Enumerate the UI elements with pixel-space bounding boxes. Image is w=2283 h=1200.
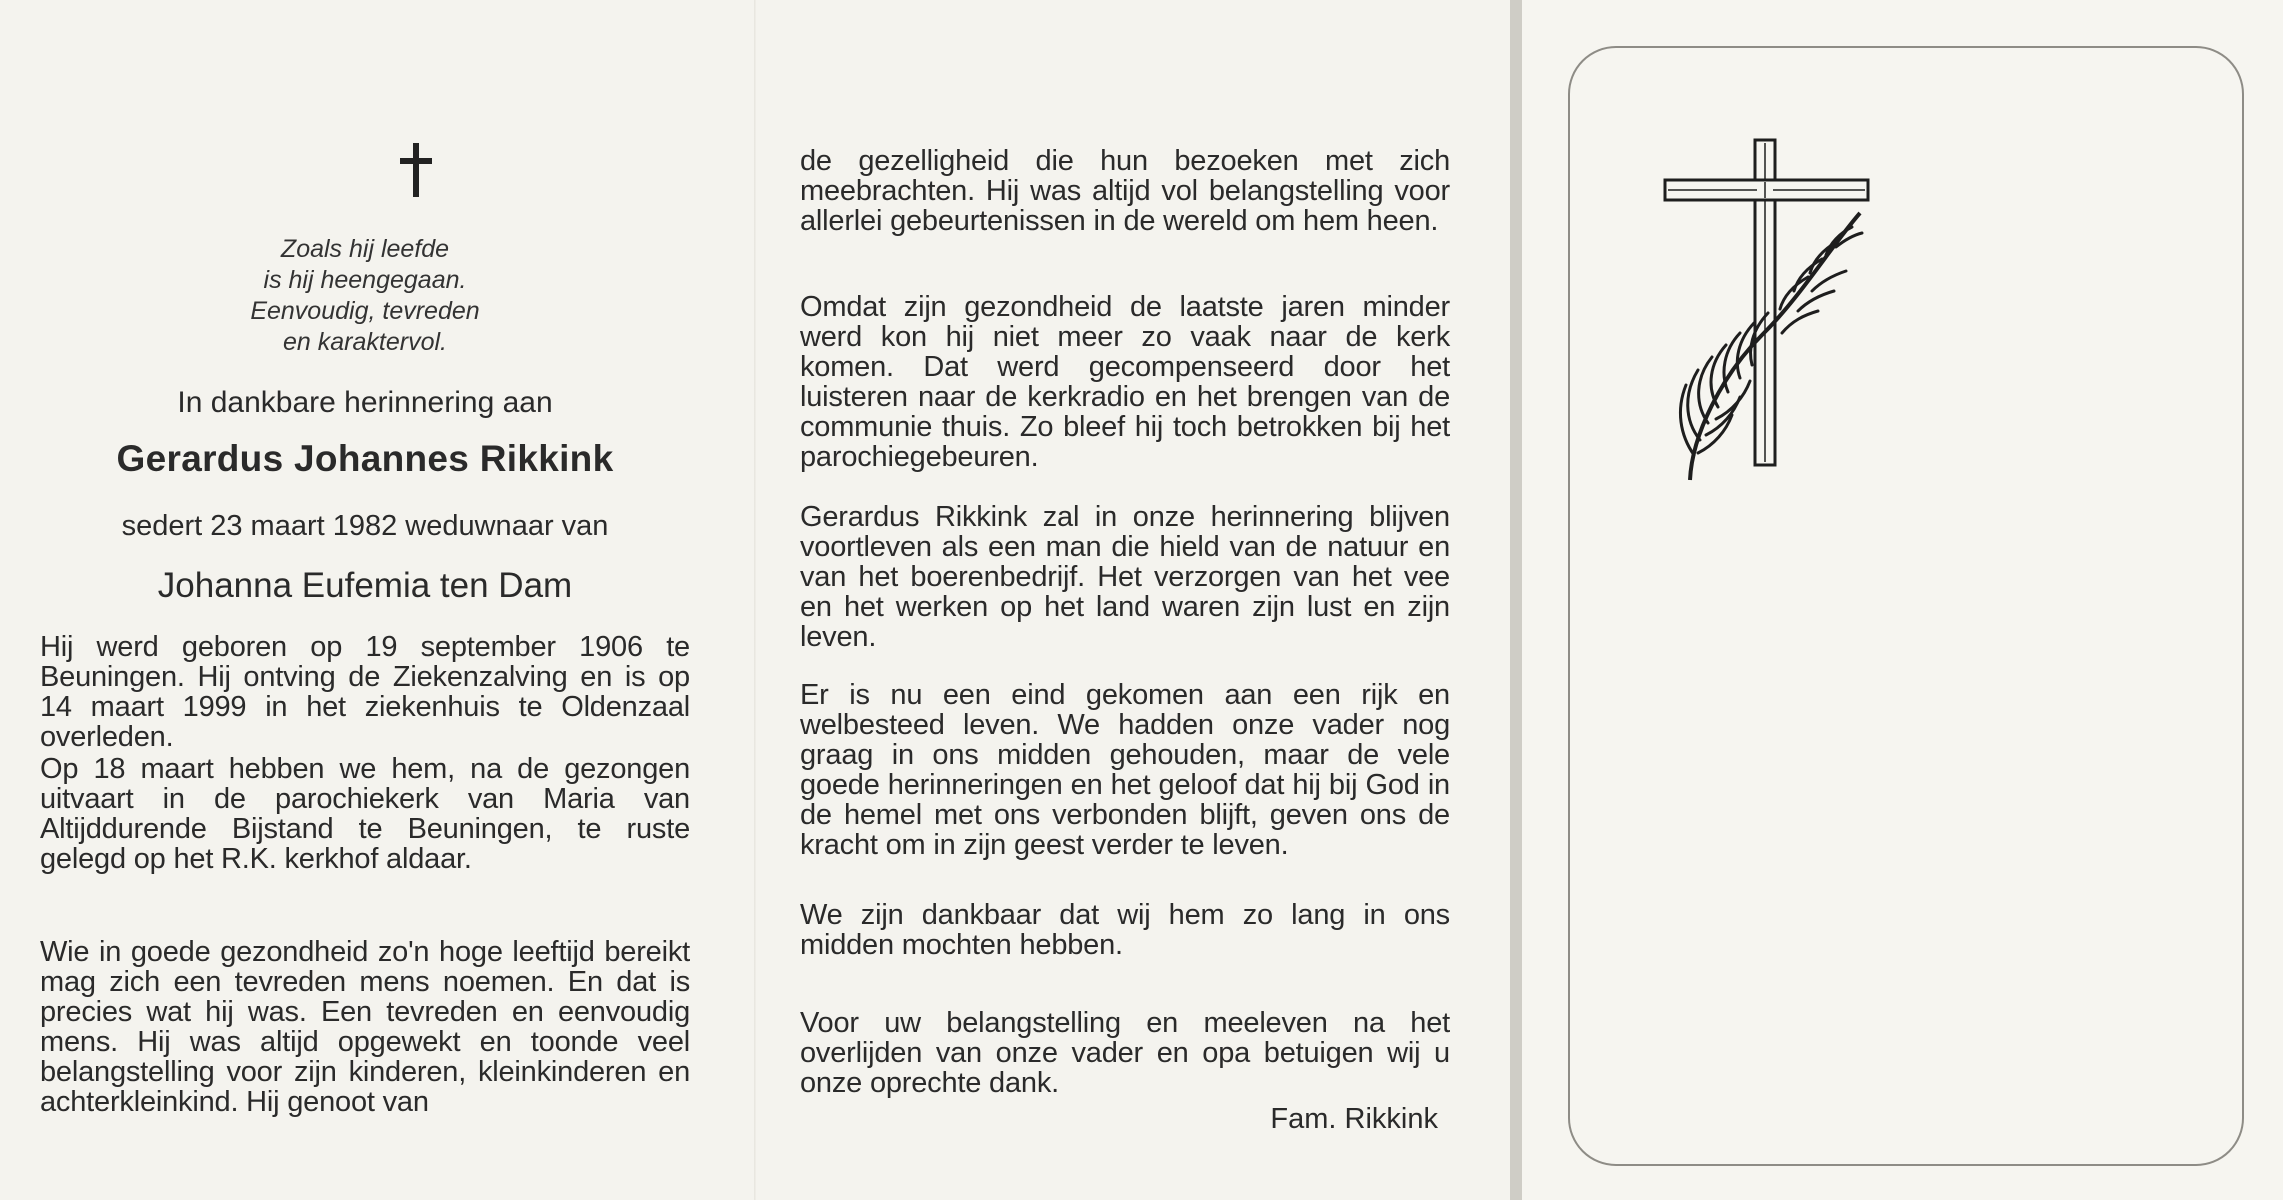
scan-gap xyxy=(1510,0,1522,1200)
memorial-card-cover xyxy=(1522,0,2283,1200)
remembrance-intro: In dankbare herinnering aan xyxy=(177,386,553,419)
poem-line: Eenvoudig, tevreden xyxy=(250,297,480,325)
card-fold-line xyxy=(754,0,756,1200)
biography-birth-death: Hij werd geboren op 19 september 1906 te Beuningen. Hij ontving de Ziekenzalving en is op 14 maart 1999 in het ziekenhuis te Oldenzaal overleden. xyxy=(40,631,690,753)
biography-farewell: Er is nu een eind gekomen aan een rijk en welbesteed leven. We hadden onze vader nog graag in ons midden gehouden, maar de vele goede herinneringen en het geloof dat hij bij God in de hemel met ons verbonden blijft, geven ons de kracht om in zijn geest verder te leven. xyxy=(800,679,1450,861)
spouse-name: Johanna Eufemia ten Dam xyxy=(157,566,573,605)
poem-line: en karaktervol. xyxy=(283,328,447,356)
poem-line: is hij heengegaan. xyxy=(263,266,467,294)
biography-nature: Gerardus Rikkink zal in onze herinnering blijven voortleven als een man die hield van de natuur en van het boerenbedrijf. Het verzorgen van het vee en het werken op het land waren zijn lust en zijn leven. xyxy=(800,501,1450,653)
widower-since-line: sedert 23 maart 1982 weduwnaar van xyxy=(121,510,609,542)
biography-gratitude: We zijn dankbaar dat wij hem zo lang in ons midden mochten hebben. xyxy=(800,899,1450,961)
biography-health: Omdat zijn gezondheid de laatste jaren minder werd kon hij niet meer zo vaak naar de kerk komen. Dat werd gecompenseerd door het luisteren naar de kerkradio en het brengen van de communie thuis. Zo bleef hij toch betrokken bij het parochiegebeuren. xyxy=(800,291,1450,473)
biography-character: Wie in goede gezondheid zo'n hoge leeftijd bereikt mag zich een tevreden mens noemen. En dat is precies wat hij was. Een tevreden en eenvoudig mens. Hij was altijd opgewekt en toonde veel belangstelling voor zijn kinderen, kleinkinderen en achterkleinkind. Hij genoot van xyxy=(40,936,690,1118)
biography-continued: de gezelligheid die hun bezoeken met zich meebrachten. Hij was altijd vol belangstelling voor allerlei gebeurtenissen in de wereld om hem heen. xyxy=(800,145,1450,237)
poem-line: Zoals hij leefde xyxy=(280,235,450,263)
latin-cross-icon xyxy=(399,143,433,199)
thank-you-note: Voor uw belangstelling en meeleven na het overlijden van onze vader en opa betuigen wij u onze oprechte dank. xyxy=(800,1007,1450,1099)
memorial-poem xyxy=(40,234,690,358)
biography-funeral: Op 18 maart hebben we hem, na de gezongen uitvaart in de parochiekerk van Maria van Altijddurende Bijstand te Beuningen, te ruste gelegd op het R.K. kerkhof aldaar. xyxy=(40,753,690,875)
deceased-name: Gerardus Johannes Rikkink xyxy=(116,438,614,479)
family-signoff: Fam. Rikkink xyxy=(1270,1103,1438,1135)
cross-with-palm-branch-icon xyxy=(1662,135,1882,485)
